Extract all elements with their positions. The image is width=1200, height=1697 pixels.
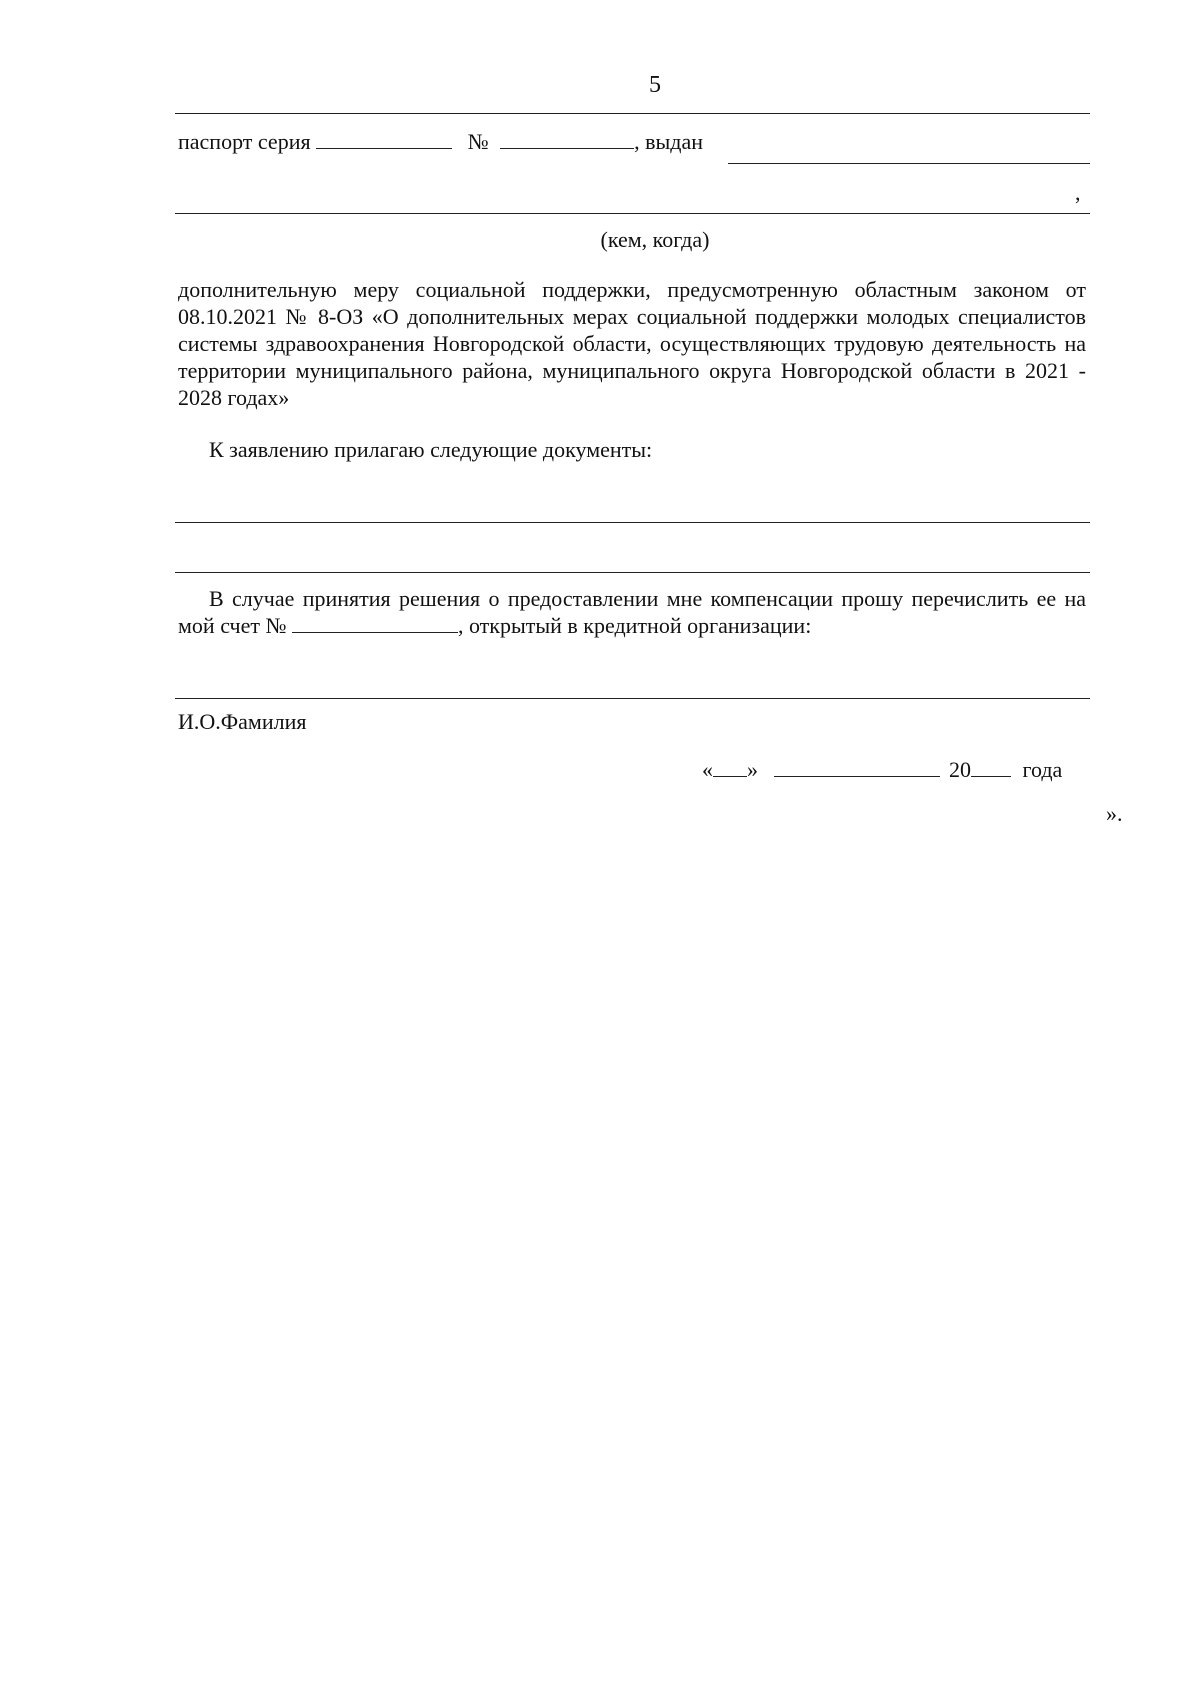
bank-rule[interactable] bbox=[175, 698, 1090, 699]
closing-quote: ». bbox=[1106, 801, 1123, 826]
passport-series-label: паспорт серия bbox=[178, 129, 311, 154]
body-paragraph bbox=[178, 276, 1086, 411]
date-year-suffix: года bbox=[1022, 757, 1063, 782]
passport-line bbox=[178, 129, 703, 155]
passport-number-blank[interactable] bbox=[500, 130, 634, 149]
account-text-after: , открытый в кредитной организации: bbox=[457, 613, 812, 638]
passport-issued-label: , выдан bbox=[634, 129, 703, 154]
body-text: дополнительную меру социальной поддержки, предусмотренную областным законом от 08.10.2021 № 8-ОЗ «О дополнительных мерах социальной поддержки молодых специалистов системы здравоохранения Новгородской области, осуществляющих трудовую деятельность на территории муниципального района, муниципального округа Новгородской области в 2021 - 2028 годах» bbox=[178, 277, 1086, 410]
passport-number-label: № bbox=[467, 129, 489, 154]
comma-mark: , bbox=[1075, 180, 1081, 205]
date-close-quote: » bbox=[747, 757, 758, 782]
date-month-blank[interactable] bbox=[774, 758, 940, 777]
page-number: 5 bbox=[649, 72, 661, 98]
passport-series-blank[interactable] bbox=[316, 130, 452, 149]
date-line bbox=[702, 757, 1062, 783]
account-text-before: В случае принятия решения о предоставлении мне компенсации прошу перечислить ее на мой счет № bbox=[178, 586, 1086, 638]
date-year-blank[interactable] bbox=[971, 758, 1011, 777]
attachments-label: К заявлению прилагаю следующие документы: bbox=[209, 437, 653, 462]
date-day-blank[interactable] bbox=[713, 758, 747, 777]
account-number-blank[interactable] bbox=[292, 614, 458, 633]
account-paragraph bbox=[178, 585, 1086, 639]
date-year-prefix: 20 bbox=[949, 757, 971, 782]
issued-by-rule-1 bbox=[728, 163, 1090, 164]
date-open-quote: « bbox=[702, 757, 713, 782]
issued-caption: (кем, когда) bbox=[600, 227, 710, 252]
top-rule bbox=[175, 113, 1090, 114]
attachments-rule-2[interactable] bbox=[175, 572, 1090, 573]
attachments-rule-1[interactable] bbox=[175, 522, 1090, 523]
issued-by-rule-2 bbox=[175, 213, 1090, 214]
signature-name: И.О.Фамилия bbox=[178, 709, 307, 734]
